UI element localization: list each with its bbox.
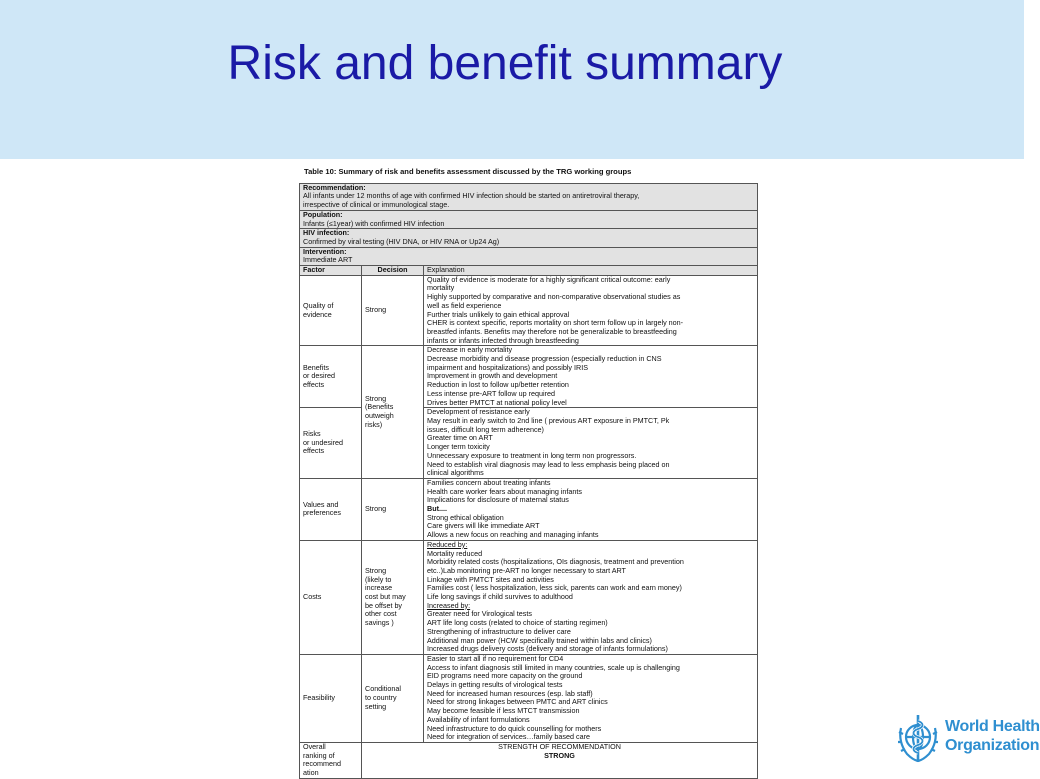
overall-strength-cell xyxy=(362,743,758,779)
decision-cell: Strong xyxy=(362,478,424,540)
decision-line: risks) xyxy=(365,419,383,429)
factor-label: preferences xyxy=(303,508,341,518)
hiv-infection-label: HIV infection: xyxy=(303,228,350,238)
table-caption: Table 10: Summary of risk and benefits assessment discussed by the TRG working groups xyxy=(304,167,632,176)
explanation-line: Strengthening of infrastructure to deliver care xyxy=(427,626,571,636)
factor-label: Risks xyxy=(303,429,321,439)
explanation-line: Greater time on ART xyxy=(427,433,493,443)
explanation-line: Highly supported by comparative and non-comparative observational studies as xyxy=(427,292,681,302)
factor-cell xyxy=(300,743,362,779)
risk-benefit-table xyxy=(299,183,758,779)
intervention-text: Immediate ART xyxy=(303,255,353,265)
decision-cell: Strong xyxy=(362,275,424,346)
explanation-line: Families cost ( less hospitalization, less sick, parents can work and earn money) xyxy=(427,583,682,593)
explanation-line: May become feasible if less MTCT transmission xyxy=(427,706,580,716)
explanation-line: Further trials unlikely to gain ethical approval xyxy=(427,309,570,319)
explanation-line: Mortality reduced xyxy=(427,548,483,558)
explanation-line: Increased drugs delivery costs (delivery and storage of infants formulations) xyxy=(427,644,668,654)
explanation-line: Need infrastructure to do quick counselling for mothers xyxy=(427,723,602,733)
factor-label: ranking of xyxy=(303,750,335,760)
explanation-line: Availability of infant formulations xyxy=(427,714,530,724)
explanation-line: Decrease morbidity and disease progression (especially reduction in CNS xyxy=(427,354,662,364)
factor-cell xyxy=(300,408,362,479)
table-row-overall xyxy=(300,743,758,779)
explanation-line: Implications for disclosure of maternal status xyxy=(427,495,569,505)
explanation-line: issues, difficult long term adherence) xyxy=(427,424,544,434)
factor-cell xyxy=(300,275,362,346)
explanation-line: Easier to start all if no requirement for CD4 xyxy=(427,653,564,663)
factor-label: or undesired xyxy=(303,437,343,447)
who-logo-line: World Health xyxy=(945,718,1040,735)
population-label: Population: xyxy=(303,209,343,219)
who-logo-line: Organization xyxy=(945,737,1040,754)
explanation-cell xyxy=(424,346,758,408)
factor-label: Overall xyxy=(303,742,326,751)
recommendation-label: Recommendation: xyxy=(303,182,366,192)
decision-cell xyxy=(362,540,424,654)
decision-line: other cost xyxy=(365,609,397,619)
explanation-line: clinical algorithms xyxy=(427,468,484,478)
explanation-line: etc..)Lab monitoring pre-ART no longer necessary to start ART xyxy=(427,565,626,575)
strength-heading: STRENGTH OF RECOMMENDATION xyxy=(498,742,621,751)
explanation-subhead: Reduced by: xyxy=(427,539,468,549)
explanation-line: Drives better PMTCT at national policy level xyxy=(427,397,567,407)
explanation-line: CHER is context specific, reports mortality on short term follow up in largely non- xyxy=(427,318,684,328)
explanation-line: Greater need for Virological tests xyxy=(427,609,532,619)
explanation-line: Delays in getting results of virological tests xyxy=(427,680,563,690)
explanation-line: Strong ethical obligation xyxy=(427,512,504,522)
decision-line: setting xyxy=(365,701,387,711)
table-row-costs xyxy=(300,540,758,654)
population-text: Infants (≤1year) with confirmed HIV infection xyxy=(303,218,445,228)
explanation-line: Additional man power (HCW specifically trained within labs and clinics) xyxy=(427,635,652,645)
factor-label: recommend xyxy=(303,759,341,769)
explanation-line: Need for strong linkages between PMTC and ART clinics xyxy=(427,697,608,707)
population-row xyxy=(300,210,758,228)
factor-label: ation xyxy=(303,768,319,778)
explanation-line: Life long savings if child survives to adulthood xyxy=(427,592,573,602)
explanation-line: infants or infants infected through breastfeeding xyxy=(427,335,579,345)
explanation-line: Quality of evidence is moderate for a highly significant critical outcome: early xyxy=(427,274,671,284)
explanation-line: Linkage with PMTCT sites and activities xyxy=(427,574,554,584)
column-header-row xyxy=(300,266,758,276)
strength-value: STRONG xyxy=(544,750,575,760)
explanation-line: Need for increased human resources (esp. lab staff) xyxy=(427,688,593,698)
factor-cell xyxy=(300,478,362,540)
hiv-infection-row xyxy=(300,229,758,247)
explanation-subhead: Increased by: xyxy=(427,600,471,610)
factor-label: Benefits xyxy=(303,362,329,372)
explanation-line: Decrease in early mortality xyxy=(427,345,513,355)
intervention-row xyxy=(300,247,758,265)
decision-line: to country xyxy=(365,693,397,703)
explanation-cell xyxy=(424,654,758,742)
explanation-line: EID programs need more capacity on the ground xyxy=(427,671,583,681)
table-row-quality xyxy=(300,275,758,346)
intervention-label: Intervention: xyxy=(303,246,347,256)
decision-line: Conditional xyxy=(365,684,401,694)
explanation-line: Care givers will like immediate ART xyxy=(427,521,540,531)
decision-line: be offset by xyxy=(365,600,403,610)
decision-cell xyxy=(362,346,424,479)
table-row-values xyxy=(300,478,758,540)
factor-label: Quality of xyxy=(303,300,334,310)
document-image xyxy=(299,168,759,779)
factor-label: or desired xyxy=(303,371,335,381)
decision-line: savings ) xyxy=(365,618,394,628)
decision-cell xyxy=(362,654,424,742)
factor-label: evidence xyxy=(303,309,332,319)
explanation-line: May result in early switch to 2nd line ( previous ART exposure in PMTCT, Pk xyxy=(427,415,670,425)
factor-cell: Costs xyxy=(300,540,362,654)
explanation-line-but: But.... xyxy=(427,504,447,514)
explanation-line: Families concern about treating infants xyxy=(427,477,551,487)
recommendation-text: All infants under 12 months of age with confirmed HIV infection should be started on antiretroviral therapy, xyxy=(303,191,640,201)
explanation-line: Reduction in lost to follow up/better retention xyxy=(427,380,569,390)
explanation-line: Allows a new focus on reaching and managing infants xyxy=(427,530,599,540)
who-logo-text xyxy=(945,717,1040,755)
column-header-factor: Factor xyxy=(300,266,362,276)
explanation-cell xyxy=(424,275,758,346)
factor-label: Values and xyxy=(303,499,339,509)
explanation-cell xyxy=(424,540,758,654)
explanation-line: Improvement in growth and development xyxy=(427,371,558,381)
hiv-infection-text: Confirmed by viral testing (HIV DNA, or HIV RNA or Up24 Ag) xyxy=(303,236,500,246)
explanation-line: impairment and hospitalizations) and possibly IRIS xyxy=(427,362,588,372)
decision-line: Strong xyxy=(365,565,387,575)
explanation-line: Longer term toxicity xyxy=(427,442,490,452)
recommendation-row xyxy=(300,183,758,210)
factor-cell: Feasibility xyxy=(300,654,362,742)
recommendation-text: irrespective of clinical or immunological stage. xyxy=(303,200,450,210)
column-header-decision: Decision xyxy=(362,266,424,276)
explanation-line: Morbidity related costs (hospitalizations, OIs diagnosis, treatment and prevention xyxy=(427,557,684,567)
table-row-benefits xyxy=(300,346,758,408)
slide-title: Risk and benefit summary xyxy=(227,37,783,90)
column-header-explanation: Explanation xyxy=(424,266,758,276)
table-row-feasibility xyxy=(300,654,758,742)
decision-line: increase xyxy=(365,583,393,593)
explanation-line: well as field experience xyxy=(427,300,502,310)
explanation-line: Need for integration of services…family based care xyxy=(427,732,590,742)
decision-line: Strong xyxy=(365,393,387,403)
explanation-line: breastfed infants. Benefits may therefore not be generalizable to breastfeeding xyxy=(427,326,677,336)
explanation-line: mortality xyxy=(427,283,455,293)
explanation-line: Unnecessary exposure to treatment in long term non progressors. xyxy=(427,450,637,460)
explanation-line: Health care worker fears about managing infants xyxy=(427,486,583,496)
factor-label: effects xyxy=(303,380,325,390)
who-logo xyxy=(893,712,1040,768)
explanation-line: Need to establish viral diagnosis may lead to less emphasis being placed on xyxy=(427,459,670,469)
explanation-line: Development of resistance early xyxy=(427,407,530,417)
who-emblem-icon xyxy=(893,712,943,768)
explanation-cell xyxy=(424,408,758,479)
decision-line: (likely to xyxy=(365,574,392,584)
explanation-line: Access to infant diagnosis still limited in many countries, scale up is challenging xyxy=(427,662,680,672)
decision-line: (Benefits xyxy=(365,402,394,412)
explanation-cell xyxy=(424,478,758,540)
explanation-line: Less intense pre-ART follow up required xyxy=(427,388,555,398)
decision-line: cost but may xyxy=(365,592,406,602)
decision-line: outweigh xyxy=(365,411,394,421)
factor-label: effects xyxy=(303,446,325,456)
factor-cell xyxy=(300,346,362,408)
explanation-line: ART life long costs (related to choice of starting regimen) xyxy=(427,618,608,628)
